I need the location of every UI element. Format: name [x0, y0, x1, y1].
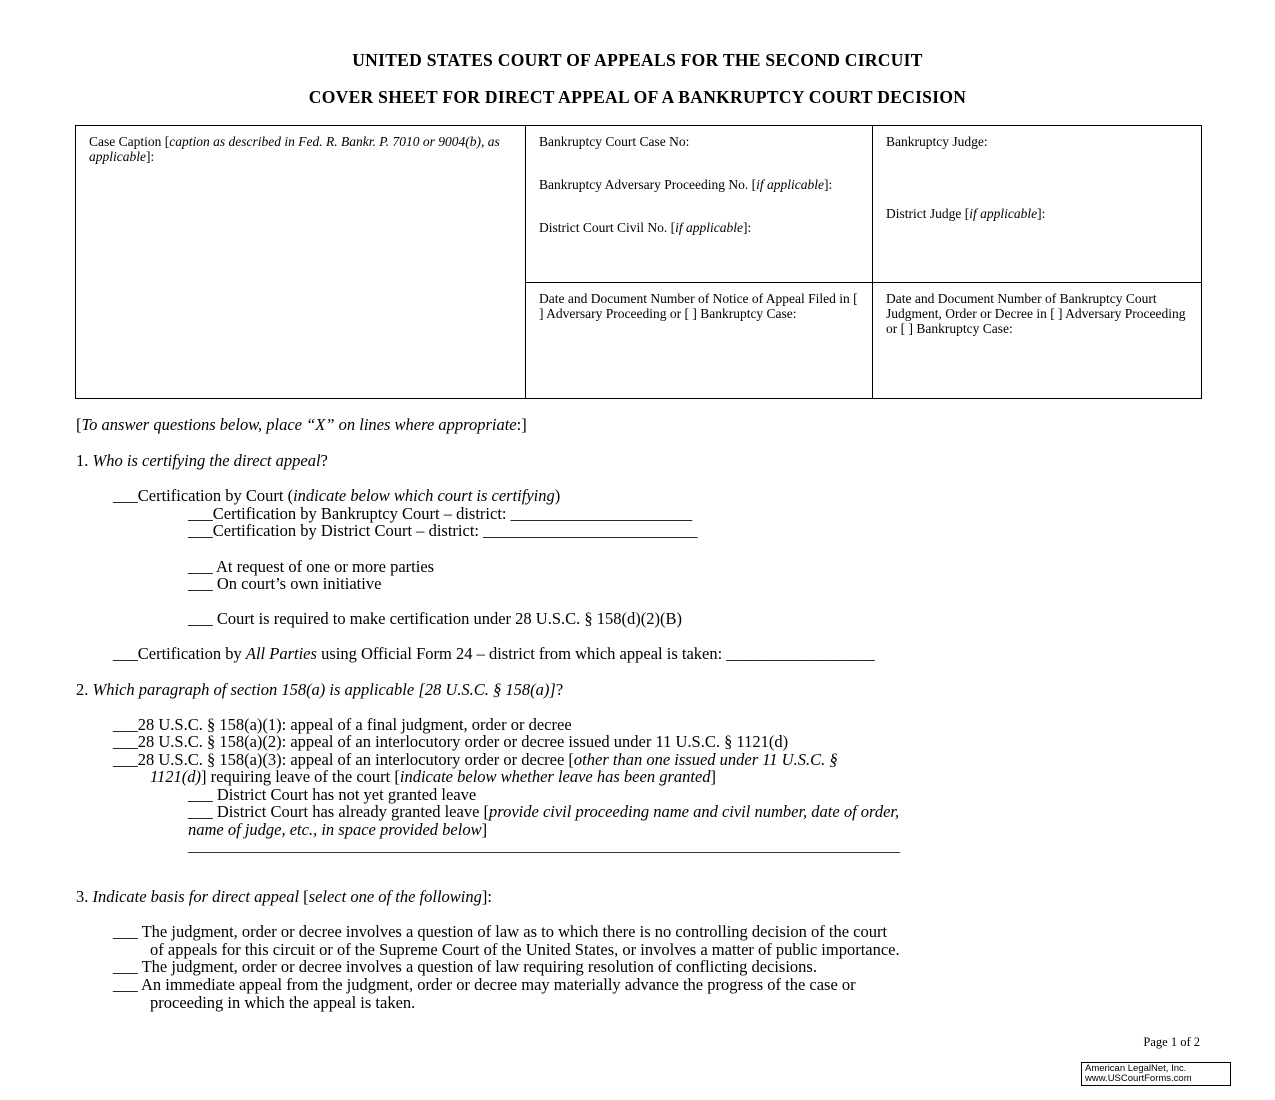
case-numbers-cell[interactable] [526, 126, 873, 283]
notice-of-appeal-label: Date and Document Number of Notice of Appeal Filed in [ ] Adversary Proceeding or [ ] Bankruptcy Case: [539, 291, 858, 321]
leave-details-blank-line[interactable]: _________________________________________________________________________________________ [188, 838, 900, 855]
leave-granted-continuation: name of judge, etc., in space provided below] [188, 820, 488, 839]
basis-immediate-appeal-option[interactable]: ___ An immediate appeal from the judgment, order or decree may materially advance the progress of the case or [113, 975, 856, 994]
instructions: [To answer questions below, place “X” on lines where appropriate:] [76, 415, 527, 434]
required-certification-option[interactable]: ___ Court is required to make certification under 28 U.S.C. § 158(d)(2)(B) [188, 609, 682, 628]
publisher-badge [1081, 1062, 1231, 1086]
basis-no-controlling-decision-continuation: of appeals for this circuit or of the Supreme Court of the United States, or involves a matter of public importance. [150, 940, 900, 959]
page-title: UNITED STATES COURT OF APPEALS FOR THE SECOND CIRCUIT [352, 50, 923, 70]
bankruptcy-court-certification-option[interactable]: ___Certification by Bankruptcy Court – district: ______________________ [188, 504, 693, 523]
page-subtitle: COVER SHEET FOR DIRECT APPEAL OF A BANKRUPTCY COURT DECISION [308, 87, 967, 107]
own-initiative-option[interactable]: ___ On court’s own initiative [188, 574, 382, 593]
publisher-name: American LegalNet, Inc. [1085, 1063, 1187, 1074]
question-3: 3. Indicate basis for direct appeal [select one of the following]: [76, 887, 492, 906]
case-caption-note: caption as described in Fed. R. Bankr. P. 7010 or 9004(b), as applicable [89, 134, 500, 164]
all-parties-certification-option[interactable]: ___Certification by All Parties using Official Form 24 – district from which appeal is taken: __________________ [113, 644, 875, 663]
page-number: Page 1 of 2 [1143, 1035, 1200, 1049]
judges-cell[interactable] [873, 126, 1202, 283]
leave-granted-option[interactable]: ___ District Court has already granted leave [provide civil proceeding name and civil number, date of order, [188, 802, 900, 821]
section-158a3-option[interactable]: ___28 U.S.C. § 158(a)(3): appeal of an interlocutory order or decree [other than one issued under 11 U.S.C. § [113, 750, 838, 769]
basis-no-controlling-decision-option[interactable]: ___ The judgment, order or decree involves a question of law as to which there is no controlling decision of the court [113, 922, 888, 941]
case-caption-cell[interactable]: Case Caption [caption as described in Fed. R. Bankr. P. 7010 or 9004(b), as applicable]: [76, 126, 526, 399]
publisher-url: www.USCourtForms.com [1085, 1073, 1192, 1084]
judgment-document-label: Date and Document Number of Bankruptcy Court Judgment, Order or Decree in [ ] Adversary Proceeding or [ ] Bankruptcy Case: [886, 291, 1186, 336]
request-of-parties-option[interactable]: ___ At request of one or more parties [188, 557, 435, 576]
leave-not-granted-option[interactable]: ___ District Court has not yet granted leave [188, 785, 477, 804]
section-158a1-option[interactable]: ___28 U.S.C. § 158(a)(1): appeal of a final judgment, order or decree [113, 715, 572, 734]
case-caption-label: Case Caption [ [89, 134, 170, 149]
district-judge-label: District Judge [if applicable]: [886, 206, 1046, 221]
bankruptcy-case-no-label: Bankruptcy Court Case No: [539, 134, 690, 149]
adversary-proceeding-label: Bankruptcy Adversary Proceeding No. [if applicable]: [539, 177, 833, 192]
notice-of-appeal-cell[interactable] [526, 283, 873, 399]
judgment-document-cell[interactable] [873, 283, 1202, 399]
question-2: 2. Which paragraph of section 158(a) is applicable [28 U.S.C. § 158(a)]? [76, 680, 564, 699]
section-158a3-continuation: 1121(d)] requiring leave of the court [indicate below whether leave has been granted] [150, 767, 717, 786]
case-info-table [75, 125, 1202, 399]
bankruptcy-judge-label: Bankruptcy Judge: [886, 134, 988, 149]
basis-immediate-appeal-continuation: proceeding in which the appeal is taken. [150, 993, 416, 1012]
district-civil-no-label: District Court Civil No. [if applicable]: [539, 220, 752, 235]
basis-conflicting-decisions-option[interactable]: ___ The judgment, order or decree involves a question of law requiring resolution of conflicting decisions. [113, 957, 817, 976]
question-1: 1. Who is certifying the direct appeal? [76, 451, 328, 470]
court-certification-option[interactable]: ___Certification by Court (indicate below which court is certifying) [113, 486, 561, 505]
section-158a2-option[interactable]: ___28 U.S.C. § 158(a)(2): appeal of an interlocutory order or decree issued under 11 U.S.C. § 1121(d) [113, 732, 789, 751]
district-court-certification-option[interactable]: ___Certification by District Court – district: __________________________ [188, 521, 698, 540]
